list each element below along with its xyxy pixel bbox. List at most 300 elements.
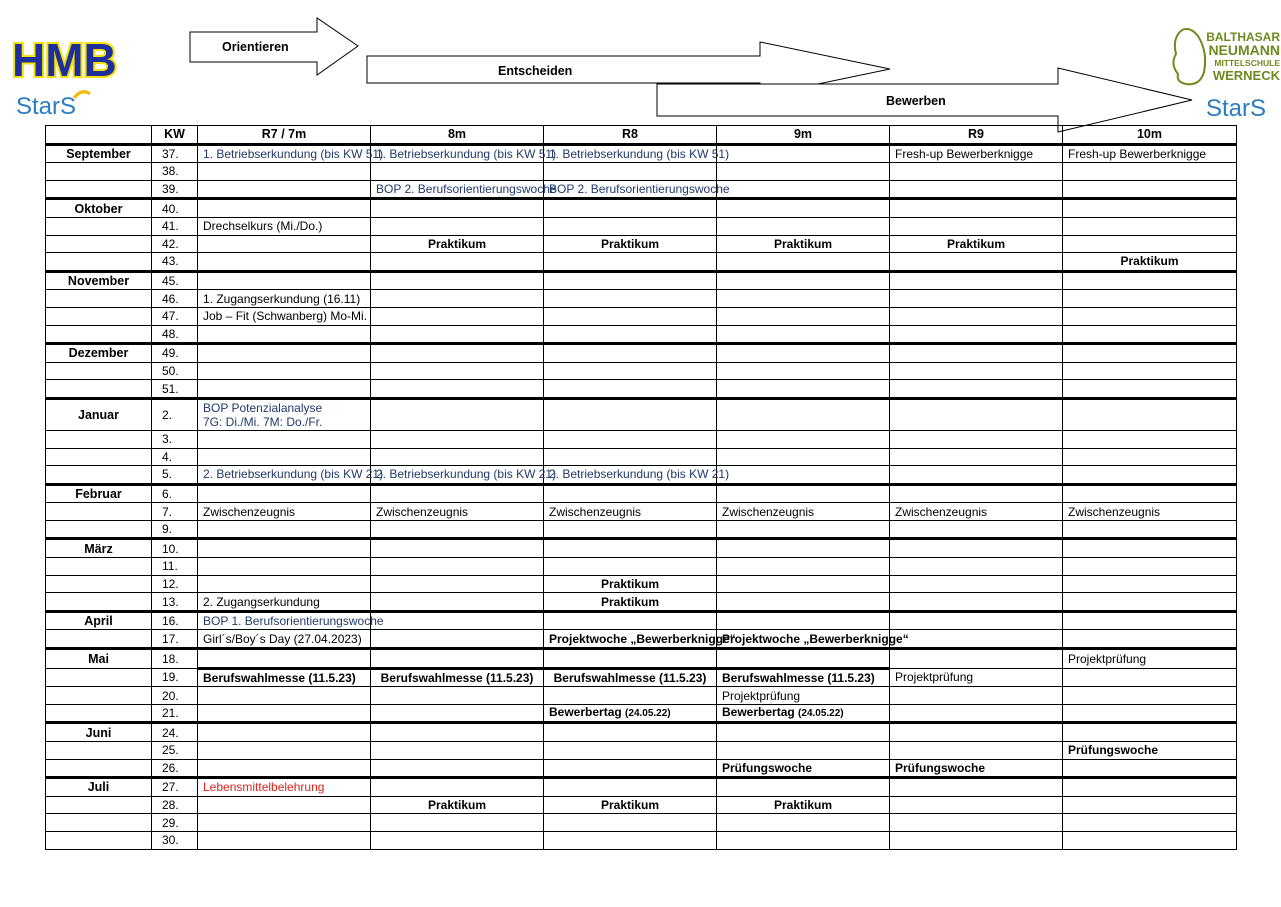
table-row	[46, 144, 1237, 163]
kw-cell: 30.	[152, 831, 198, 849]
schedule-cell	[890, 380, 1063, 399]
header-r7-7m: R7 / 7m	[198, 126, 371, 145]
kw-cell: 47.	[152, 307, 198, 325]
schedule-cell	[371, 253, 544, 272]
schedule-cell	[371, 704, 544, 723]
schedule-cell: Zwischenzeugnis	[198, 503, 371, 521]
kw-cell: 25.	[152, 742, 198, 760]
stars-logo-right: StarS	[1206, 95, 1267, 122]
schedule-cell	[544, 290, 717, 308]
schedule-cell	[890, 687, 1063, 705]
table-row	[46, 466, 1237, 485]
kw-cell: 49.	[152, 344, 198, 363]
schedule-cell	[717, 430, 890, 448]
schedule-cell	[544, 742, 717, 760]
schedule-cell	[717, 344, 890, 363]
kw-cell: 42.	[152, 235, 198, 253]
schedule-cell	[717, 649, 890, 669]
schedule-cell	[371, 217, 544, 235]
schedule-cell	[198, 814, 371, 832]
schedule-cell	[371, 484, 544, 503]
table-row	[46, 180, 1237, 199]
schedule-cell	[198, 344, 371, 363]
schedule-cell	[198, 575, 371, 593]
table-row	[46, 307, 1237, 325]
table-row	[46, 235, 1237, 253]
logo-line-3: MITTELSCHULE	[1214, 58, 1280, 68]
kw-cell: 27.	[152, 778, 198, 797]
cell-subtext: (24.05.22)	[625, 708, 671, 720]
kw-cell: 6.	[152, 484, 198, 503]
schedule-cell	[890, 575, 1063, 593]
table-row	[46, 778, 1237, 797]
kw-cell: 10.	[152, 539, 198, 558]
schedule-cell: BOP 2. Berufsorientierungswoche	[371, 180, 544, 199]
schedule-cell	[717, 520, 890, 539]
schedule-cell	[1063, 344, 1237, 363]
schedule-cell: Berufswahlmesse (11.5.23)	[371, 668, 544, 687]
schedule-cell	[1063, 687, 1237, 705]
schedule-cell	[198, 180, 371, 199]
schedule-cell	[198, 253, 371, 272]
schedule-cell	[890, 778, 1063, 797]
schedule-cell	[890, 344, 1063, 363]
month-cell	[46, 668, 152, 687]
month-cell: April	[46, 611, 152, 630]
schedule-cell	[371, 778, 544, 797]
schedule-cell	[198, 362, 371, 380]
schedule-cell	[544, 687, 717, 705]
kw-cell: 19.	[152, 668, 198, 687]
schedule-cell: Projektprüfung	[717, 687, 890, 705]
month-cell	[46, 831, 152, 849]
schedule-cell	[717, 380, 890, 399]
table-row	[46, 484, 1237, 503]
schedule-cell: Praktikum	[544, 593, 717, 612]
schedule-cell: 1. Betriebserkundung (bis KW 51)	[371, 144, 544, 163]
schedule-cell	[1063, 575, 1237, 593]
schedule-cell	[717, 558, 890, 576]
table-row	[46, 398, 1237, 430]
month-cell	[46, 704, 152, 723]
schedule-cell	[371, 325, 544, 344]
schedule-cell: Praktikum	[544, 575, 717, 593]
schedule-cell: Prüfungswoche	[1063, 742, 1237, 760]
month-cell	[46, 593, 152, 612]
schedule-cell: Lebensmittelbelehrung	[198, 778, 371, 797]
schedule-cell	[544, 398, 717, 430]
schedule-cell	[544, 520, 717, 539]
schedule-cell: Prüfungswoche	[890, 759, 1063, 778]
schedule-cell	[198, 687, 371, 705]
schedule-cell	[544, 723, 717, 742]
kw-cell: 16.	[152, 611, 198, 630]
schedule-cell	[198, 723, 371, 742]
schedule-cell: Zwischenzeugnis	[371, 503, 544, 521]
schedule-cell	[890, 814, 1063, 832]
month-cell: Mai	[46, 649, 152, 669]
schedule-cell	[198, 325, 371, 344]
schedule-cell: 2. Zugangserkundung	[198, 593, 371, 612]
kw-cell: 28.	[152, 796, 198, 814]
kw-cell: 45.	[152, 271, 198, 290]
schedule-cell: 1. Zugangserkundung (16.11)	[198, 290, 371, 308]
month-cell	[46, 558, 152, 576]
schedule-cell	[1063, 630, 1237, 649]
schedule-cell	[1063, 271, 1237, 290]
schedule-cell	[717, 778, 890, 797]
month-cell: September	[46, 144, 152, 163]
schedule-cell	[371, 831, 544, 849]
schedule-cell	[1063, 484, 1237, 503]
kw-cell: 24.	[152, 723, 198, 742]
schedule-cell	[1063, 593, 1237, 612]
schedule-cell	[717, 575, 890, 593]
schedule-cell	[890, 593, 1063, 612]
schedule-cell	[198, 742, 371, 760]
schedule-cell	[890, 271, 1063, 290]
month-cell	[46, 253, 152, 272]
schedule-cell: 1. Betriebserkundung (bis KW 51)	[198, 144, 371, 163]
schedule-cell	[371, 611, 544, 630]
schedule-cell	[1063, 180, 1237, 199]
schedule-cell	[890, 180, 1063, 199]
schedule-cell	[890, 448, 1063, 466]
schedule-cell	[1063, 558, 1237, 576]
kw-cell: 2.	[152, 398, 198, 430]
schedule-cell: Praktikum	[717, 796, 890, 814]
schedule-cell: Job – Fit (Schwanberg) Mo-Mi.	[198, 307, 371, 325]
schedule-cell	[717, 325, 890, 344]
schedule-cell: Fresh-up Bewerberknigge	[890, 144, 1063, 163]
schedule-cell	[1063, 539, 1237, 558]
arrow-bewerben-label: Bewerben	[886, 94, 946, 108]
schedule-cell	[198, 831, 371, 849]
schedule-cell	[1063, 704, 1237, 723]
schedule-cell	[890, 484, 1063, 503]
month-cell: Juni	[46, 723, 152, 742]
schedule-cell	[890, 253, 1063, 272]
schedule-cell	[890, 163, 1063, 181]
schedule-cell: Praktikum	[371, 235, 544, 253]
month-cell	[46, 235, 152, 253]
schedule-cell	[371, 380, 544, 399]
schedule-cell	[544, 814, 717, 832]
schedule-cell	[198, 539, 371, 558]
month-cell	[46, 217, 152, 235]
schedule-cell	[198, 380, 371, 399]
schedule-cell: Praktikum	[544, 235, 717, 253]
schedule-cell	[1063, 235, 1237, 253]
schedule-cell	[890, 831, 1063, 849]
schedule-cell	[1063, 520, 1237, 539]
schedule-cell	[198, 271, 371, 290]
schedule-cell	[371, 630, 544, 649]
schedule-cell	[544, 163, 717, 181]
kw-cell: 50.	[152, 362, 198, 380]
schedule-cell	[890, 611, 1063, 630]
schedule-cell	[1063, 723, 1237, 742]
schedule-cell	[1063, 831, 1237, 849]
schedule-cell	[890, 520, 1063, 539]
kw-cell: 51.	[152, 380, 198, 399]
month-cell	[46, 687, 152, 705]
schedule-cell	[371, 723, 544, 742]
schedule-cell	[544, 199, 717, 218]
table-row	[46, 704, 1237, 723]
schedule-cell: Praktikum	[1063, 253, 1237, 272]
schedule-cell	[717, 539, 890, 558]
month-cell	[46, 448, 152, 466]
schedule-cell	[544, 217, 717, 235]
schedule-cell	[1063, 290, 1237, 308]
schedule-cell	[371, 430, 544, 448]
table-row	[46, 831, 1237, 849]
schedule-cell	[890, 199, 1063, 218]
schedule-cell	[544, 380, 717, 399]
career-orientation-schedule	[45, 125, 1237, 850]
table-row	[46, 290, 1237, 308]
kw-cell: 26.	[152, 759, 198, 778]
header-month	[46, 126, 152, 145]
schedule-cell	[544, 430, 717, 448]
table-row	[46, 742, 1237, 760]
schedule-cell	[717, 217, 890, 235]
schedule-cell	[1063, 362, 1237, 380]
schedule-cell: Projektprüfung	[890, 668, 1063, 687]
schedule-cell	[1063, 199, 1237, 218]
stars-logo-left: StarS	[16, 93, 77, 120]
month-cell	[46, 520, 152, 539]
kw-cell: 46.	[152, 290, 198, 308]
kw-cell: 7.	[152, 503, 198, 521]
logo-line-1: BALTHASAR	[1206, 30, 1280, 44]
schedule-cell	[544, 759, 717, 778]
month-cell	[46, 180, 152, 199]
schedule-cell	[890, 466, 1063, 485]
schedule-cell	[371, 163, 544, 181]
schedule-cell	[198, 235, 371, 253]
schedule-cell: Zwischenzeugnis	[890, 503, 1063, 521]
schedule-cell	[890, 630, 1063, 649]
schedule-cell	[1063, 466, 1237, 485]
kw-cell: 41.	[152, 217, 198, 235]
arrow-entscheiden-label: Entscheiden	[498, 64, 573, 78]
schedule-cell	[890, 796, 1063, 814]
schedule-cell: 2. Betriebserkundung (bis KW 21)	[371, 466, 544, 485]
table-row	[46, 611, 1237, 630]
kw-cell: 4.	[152, 448, 198, 466]
schedule-cell	[371, 649, 544, 669]
kw-cell: 18.	[152, 649, 198, 669]
table-row	[46, 362, 1237, 380]
table-row	[46, 344, 1237, 363]
table-row	[46, 199, 1237, 218]
schedule-cell	[371, 307, 544, 325]
schedule-cell	[1063, 611, 1237, 630]
header-r9: R9	[890, 126, 1063, 145]
month-cell: Januar	[46, 398, 152, 430]
schedule-cell	[890, 723, 1063, 742]
schedule-cell	[717, 742, 890, 760]
schedule-cell	[890, 558, 1063, 576]
table-row	[46, 520, 1237, 539]
cell-text: Bewerbertag	[549, 705, 622, 720]
schedule-cell	[198, 448, 371, 466]
schedule-cell	[544, 253, 717, 272]
schedule-body	[46, 144, 1237, 849]
schedule-cell: Projektprüfung	[1063, 649, 1237, 669]
schedule-cell: Zwischenzeugnis	[544, 503, 717, 521]
schedule-cell: Projektwoche „Bewerberknigge“	[717, 630, 890, 649]
schedule-cell	[890, 430, 1063, 448]
kw-cell: 9.	[152, 520, 198, 539]
schedule-cell	[544, 611, 717, 630]
schedule-cell	[544, 539, 717, 558]
schedule-cell	[890, 398, 1063, 430]
table-row	[46, 253, 1237, 272]
header-row	[46, 126, 1237, 145]
schedule-cell	[890, 325, 1063, 344]
schedule-cell	[544, 649, 717, 669]
month-cell	[46, 307, 152, 325]
schedule-cell	[717, 611, 890, 630]
schedule-cell	[544, 325, 717, 344]
schedule-cell	[1063, 759, 1237, 778]
cell-subtext: (24.05.22)	[798, 708, 844, 720]
month-cell: Dezember	[46, 344, 152, 363]
table-row	[46, 668, 1237, 687]
logo-line-4: WERNECK	[1212, 68, 1280, 83]
schedule-cell	[717, 398, 890, 430]
schedule-cell	[890, 742, 1063, 760]
schedule-cell	[1063, 325, 1237, 344]
month-cell: November	[46, 271, 152, 290]
month-cell	[46, 796, 152, 814]
schedule-cell: 2. Betriebserkundung (bis KW 21)	[544, 466, 717, 485]
schedule-cell	[717, 723, 890, 742]
table-row	[46, 759, 1237, 778]
kw-cell: 29.	[152, 814, 198, 832]
schedule-cell: Projektwoche „Bewerberknigge“	[544, 630, 717, 649]
schedule-cell: 2. Betriebserkundung (bis KW 21)	[198, 466, 371, 485]
month-cell	[46, 380, 152, 399]
table-row	[46, 558, 1237, 576]
schedule-cell	[544, 344, 717, 363]
schedule-cell: Prüfungswoche	[717, 759, 890, 778]
month-cell	[46, 430, 152, 448]
table-row	[46, 430, 1237, 448]
schedule-cell	[717, 290, 890, 308]
schedule-cell: BOP 2. Berufsorientierungswoche	[544, 180, 717, 199]
month-cell	[46, 503, 152, 521]
schedule-cell	[717, 144, 890, 163]
kw-cell: 48.	[152, 325, 198, 344]
month-cell	[46, 742, 152, 760]
schedule-cell: Praktikum	[371, 796, 544, 814]
kw-cell: 37.	[152, 144, 198, 163]
schedule-cell	[890, 217, 1063, 235]
schedule-cell	[371, 448, 544, 466]
schedule-cell	[371, 398, 544, 430]
schedule-cell	[198, 484, 371, 503]
table-row	[46, 217, 1237, 235]
schedule-cell	[371, 290, 544, 308]
schedule-cell	[1063, 778, 1237, 797]
schedule-cell: Girl´s/Boy´s Day (27.04.2023)	[198, 630, 371, 649]
schedule-cell	[1063, 430, 1237, 448]
schedule-cell	[544, 484, 717, 503]
schedule-cell: Praktikum	[717, 235, 890, 253]
month-cell	[46, 759, 152, 778]
schedule-cell	[717, 307, 890, 325]
schedule-cell	[717, 199, 890, 218]
header-10m: 10m	[1063, 126, 1237, 145]
schedule-cell	[890, 539, 1063, 558]
schedule-cell	[371, 759, 544, 778]
kw-cell: 12.	[152, 575, 198, 593]
schedule-cell	[890, 649, 1063, 669]
table-row	[46, 271, 1237, 290]
schedule-cell	[717, 163, 890, 181]
table-row	[46, 325, 1237, 344]
table-row	[46, 723, 1237, 742]
month-cell: Juli	[46, 778, 152, 797]
header-8m: 8m	[371, 126, 544, 145]
schedule-cell	[198, 163, 371, 181]
kw-cell: 40.	[152, 199, 198, 218]
table-row	[46, 687, 1237, 705]
month-cell	[46, 814, 152, 832]
month-cell	[46, 290, 152, 308]
schedule-cell	[198, 796, 371, 814]
kw-cell: 11.	[152, 558, 198, 576]
schedule-cell	[717, 362, 890, 380]
month-cell	[46, 575, 152, 593]
schedule-cell	[371, 593, 544, 612]
header-r8: R8	[544, 126, 717, 145]
kw-cell: 13.	[152, 593, 198, 612]
table-row	[46, 593, 1237, 612]
schedule-cell	[371, 271, 544, 290]
schedule-cell: Zwischenzeugnis	[717, 503, 890, 521]
schedule-cell	[1063, 217, 1237, 235]
arrow-orientieren-label: Orientieren	[222, 40, 289, 54]
table-row	[46, 575, 1237, 593]
month-cell: März	[46, 539, 152, 558]
schedule-cell	[198, 704, 371, 723]
hmb-logo-letters: HMB	[12, 34, 117, 86]
schedule-cell	[717, 271, 890, 290]
schedule-cell	[717, 180, 890, 199]
schedule-cell	[371, 687, 544, 705]
kw-cell: 17.	[152, 630, 198, 649]
schedule-cell	[544, 778, 717, 797]
schedule-cell	[890, 307, 1063, 325]
schedule-cell	[198, 759, 371, 778]
schedule-cell: Praktikum	[544, 796, 717, 814]
schedule-cell	[544, 448, 717, 466]
schedule-cell	[1063, 380, 1237, 399]
schedule-cell	[1063, 668, 1237, 687]
schedule-cell	[371, 558, 544, 576]
schedule-cell: Drechselkurs (Mi./Do.)	[198, 217, 371, 235]
schedule-cell	[717, 448, 890, 466]
schedule-cell	[1063, 448, 1237, 466]
table-row	[46, 380, 1237, 399]
schedule-cell	[890, 290, 1063, 308]
schedule-cell	[198, 558, 371, 576]
